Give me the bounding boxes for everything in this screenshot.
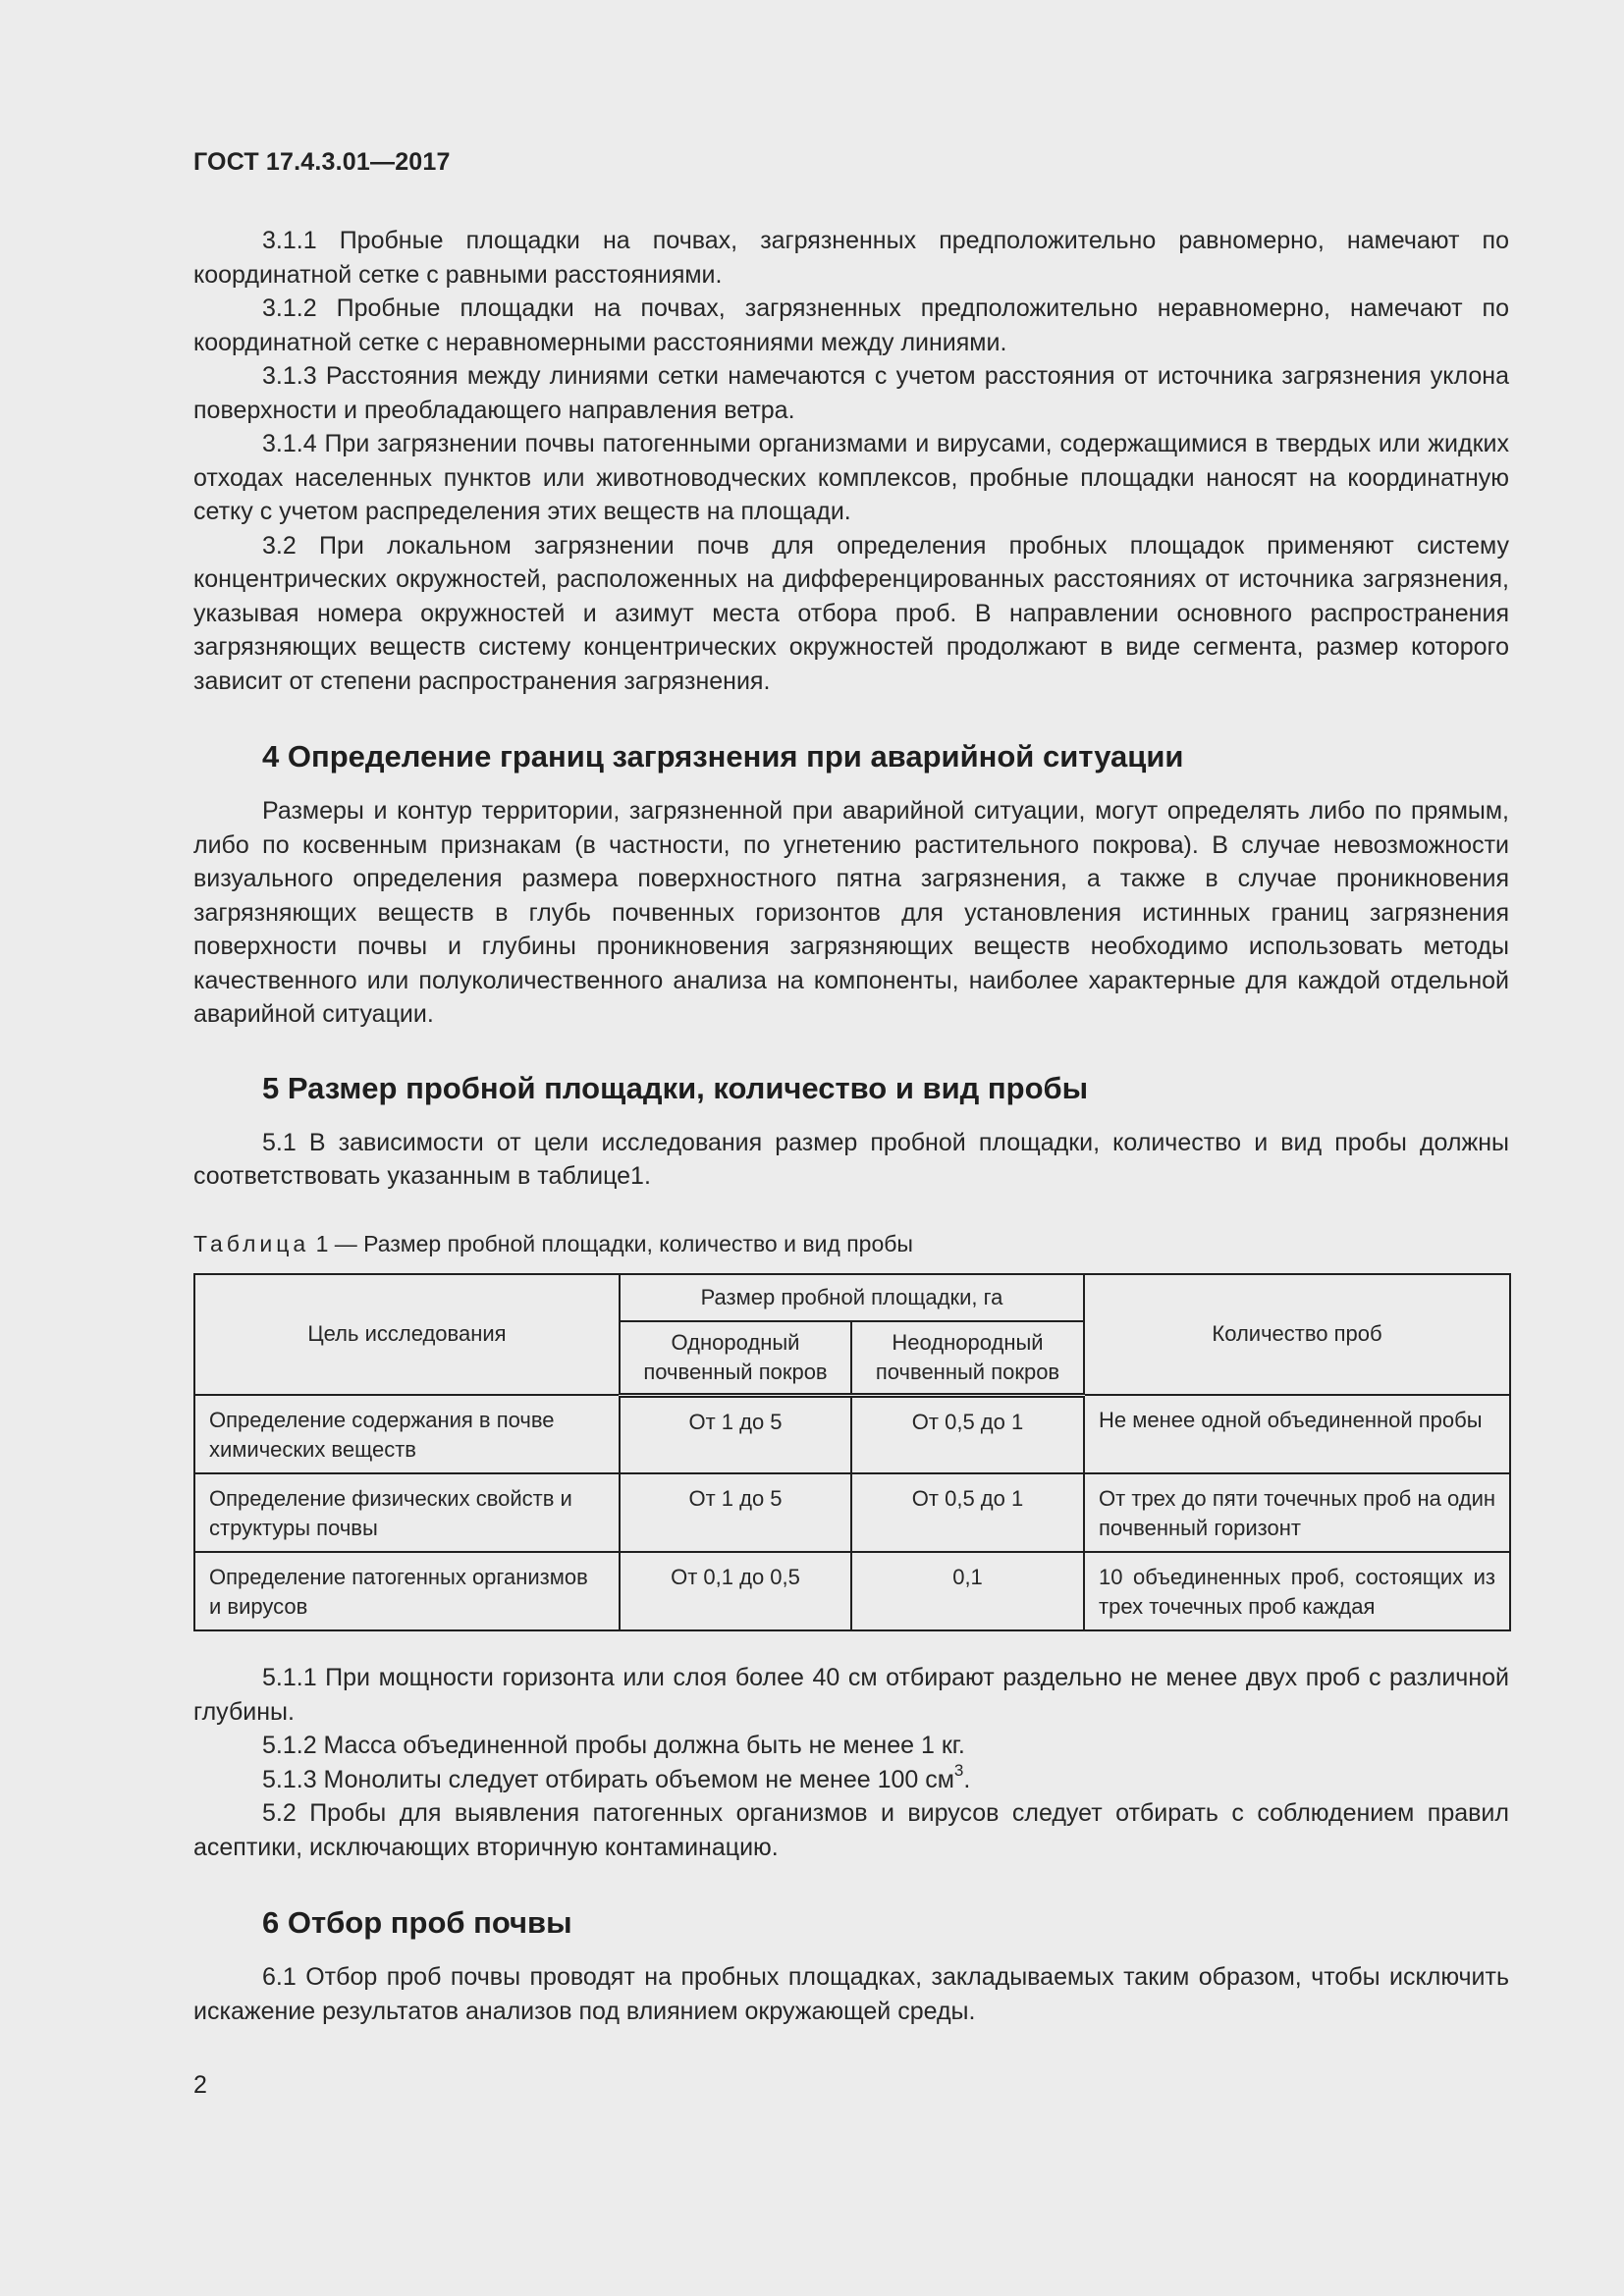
paragraph-6-1: 6.1 Отбор проб почвы проводят на пробных площадках, закладываемых таким образом, чтобы исключить искажение результатов анализов под влиянием окружающей среды. — [193, 1963, 1509, 2025]
header-size-group: Размер пробной площадки, га — [620, 1274, 1084, 1321]
sample-table — [193, 1273, 1511, 1632]
paragraph-3-1-2: 3.1.2 Пробные площадки на почвах, загрязненных предположительно неравномерно, намечают по координатной сетке с неравномерными расстояниями между линиями. — [193, 294, 1509, 356]
paragraph-5-1-3-end: . — [963, 1765, 971, 1793]
paragraph-3-2: 3.2 При локальном загрязнении почв для определения пробных площадок применяют систему концентрических окружностей, расположенных на дифференцированных расстояниях от источника загрязнения, указывая номера окружностей и азимут места отбора проб. В направлении основного распространения загрязняющих веществ систему концентрических окружностей продолжают в виде сегмента, размер которого зависит от степени распространения загрязнения. — [193, 531, 1509, 695]
cell-count: Не менее одной объединенной пробы — [1084, 1395, 1510, 1473]
paragraph-5-1-1: 5.1.1 При мощности горизонта или слоя более 40 см отбирают раздельно не менее двух проб с различной глубины. — [193, 1664, 1509, 1726]
paragraph-5-2: 5.2 Пробы для выявления патогенных организмов и вирусов следует отбирать с соблюдением правил асептики, исключающих вторичную контаминацию. — [193, 1799, 1509, 1861]
superscript-3: 3 — [953, 1761, 964, 1781]
cell-homogeneous: От 1 до 5 — [620, 1473, 851, 1552]
cell-purpose: Определение физических свойств и структуры почвы — [194, 1473, 620, 1552]
paragraph-5-1-3 — [193, 1763, 1509, 1797]
cell-homogeneous: От 1 до 5 — [620, 1395, 851, 1473]
cell-count: 10 объединенных проб, состоящих из трех точечных проб каждая — [1084, 1552, 1510, 1630]
header-purpose: Цель исследования — [194, 1274, 620, 1396]
cell-homogeneous: От 0,1 до 0,5 — [620, 1552, 851, 1630]
table-row — [194, 1395, 1510, 1473]
table-row — [194, 1552, 1510, 1630]
section-5-heading: 5 Размер пробной площадки, количество и вид пробы — [262, 1070, 1089, 1105]
cell-purpose: Определение патогенных организмов и вирусов — [194, 1552, 620, 1630]
table-caption — [193, 1228, 1509, 1259]
paragraph-5-1-2: 5.1.2 Масса объединенной пробы должна быть не менее 1 кг. — [262, 1732, 965, 1759]
document-header: ГОСТ 17.4.3.01—2017 — [193, 148, 451, 176]
section-4-text: Размеры и контур территории, загрязненной при аварийной ситуации, могут определять либо по прямым, либо по косвенным признакам (в частности, по угнетению растительного покрова). В случае невозможности визуального определения размера поверхностного пятна загрязнения, а также в случае проникновения загрязняющих веществ в глубь почвенных горизонтов для установления истинных границ загрязнения поверхности почвы и глубины проникновения загрязняющих веществ необходимо использовать методы качественного или полуколичественного анализа на компоненты, наиболее характерные для каждой отдельной аварийной ситуации. — [193, 797, 1509, 1028]
cell-count: От трех до пяти точечных проб на один почвенный горизонт — [1084, 1473, 1510, 1552]
cell-purpose: Определение содержания в почве химических веществ — [194, 1395, 620, 1473]
cell-heterogeneous: От 0,5 до 1 — [851, 1473, 1084, 1552]
section-4-heading: 4 Определение границ загрязнения при аварийной ситуации — [262, 739, 1184, 774]
table-row — [194, 1473, 1510, 1552]
page-number: 2 — [193, 2071, 207, 2099]
page-content — [193, 224, 1509, 2028]
header-homogeneous: Однородный почвенный покров — [620, 1321, 851, 1396]
paragraph-3-1-4: 3.1.4 При загрязнении почвы патогенными организмами и вирусами, содержащимися в твердых или жидких отходах населенных пунктов или животноводческих комплексов, пробные площадки наносят на координатную сетку с учетом распределения этих веществ на площади. — [193, 430, 1509, 525]
cell-heterogeneous: 0,1 — [851, 1552, 1084, 1630]
section-6-heading: 6 Отбор проб почвы — [262, 1905, 572, 1940]
header-count: Количество проб — [1084, 1274, 1510, 1396]
paragraph-3-1-1: 3.1.1 Пробные площадки на почвах, загрязненных предположительно равномерно, намечают по координатной сетке с равными расстояниями. — [193, 227, 1509, 289]
cell-heterogeneous: От 0,5 до 1 — [851, 1395, 1084, 1473]
table-caption-word: Таблица — [193, 1230, 310, 1256]
paragraph-3-1-3: 3.1.3 Расстояния между линиями сетки намечаются с учетом расстояния от источника загрязнения уклона поверхности и преобладающего направления ветра. — [193, 362, 1509, 424]
header-heterogeneous: Неоднородный почвенный покров — [851, 1321, 1084, 1396]
paragraph-5-1-3-text: 5.1.3 Монолиты следует отбирать объемом не менее 100 см — [262, 1765, 954, 1793]
paragraph-5-1: 5.1 В зависимости от цели исследования размер пробной площадки, количество и вид пробы должны соответствовать указанным в таблице1. — [193, 1128, 1509, 1190]
table-caption-text: 1 — Размер пробной площадки, количество и вид пробы — [315, 1230, 913, 1256]
